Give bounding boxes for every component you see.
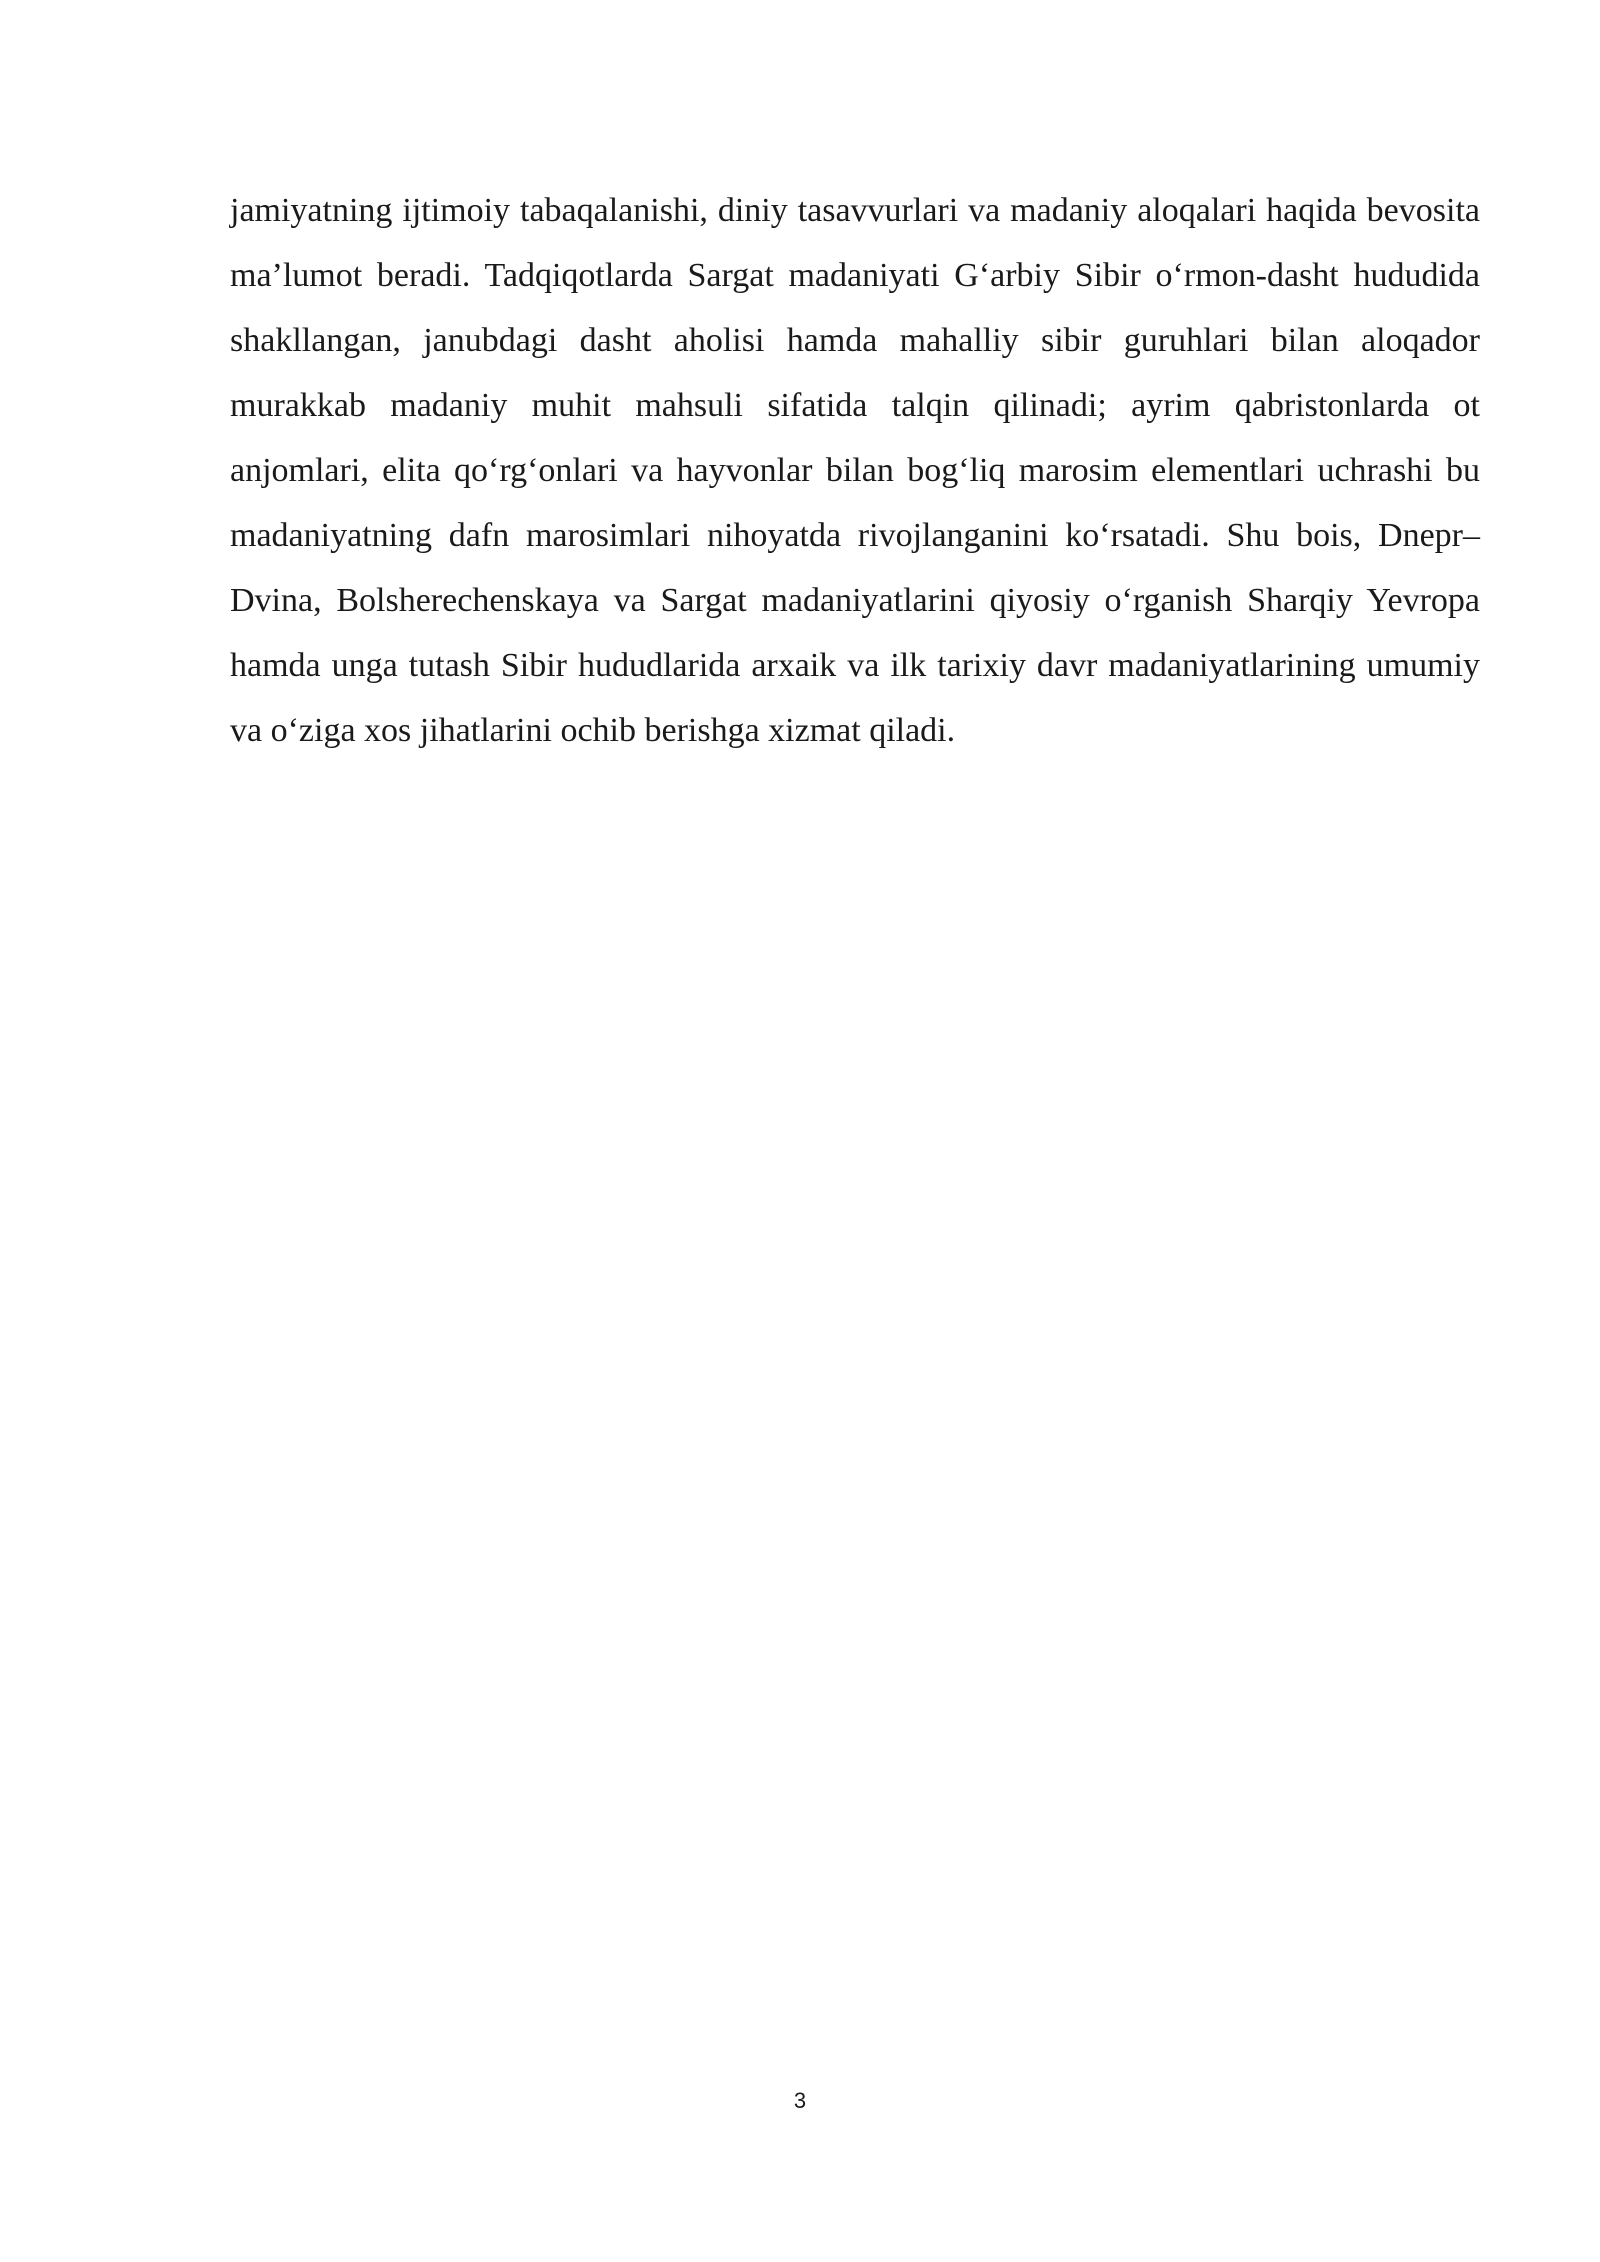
page-number: 3 (793, 2088, 807, 2113)
body-paragraph: jamiyatning ijtimoiy tabaqalanishi, diniy tasavvurlari va madaniy aloqalari haqida bevosita ma’lumot beradi. Tadqiqotlarda Sargat madaniyati G‘arbiy Sibir o‘rmon-dasht hududida shakllangan, janubdagi dasht aholisi hamda mahalliy sibir guruhlari bilan aloqador murakkab madaniy muhit mahsuli sifatida talqin qilinadi; ayrim qabristonlarda ot anjomlari, elita qo‘rg‘onlari va hayvonlar bilan bog‘liq marosim elementlari uchrashi bu madaniyatning dafn marosimlari nihoyatda rivojlanganini ko‘rsatadi. Shu bois, Dnepr–Dvina, Bolsherechenskaya va Sargat madaniyatlarini qiyosiy o‘rganish Sharqiy Yevropa hamda unga tutash Sibir hududlarida arxaik va ilk tarixiy davr madaniyatlarining umumiy va o‘ziga xos jihatlarini ochib berishga xizmat qiladi. (230, 192, 1480, 749)
